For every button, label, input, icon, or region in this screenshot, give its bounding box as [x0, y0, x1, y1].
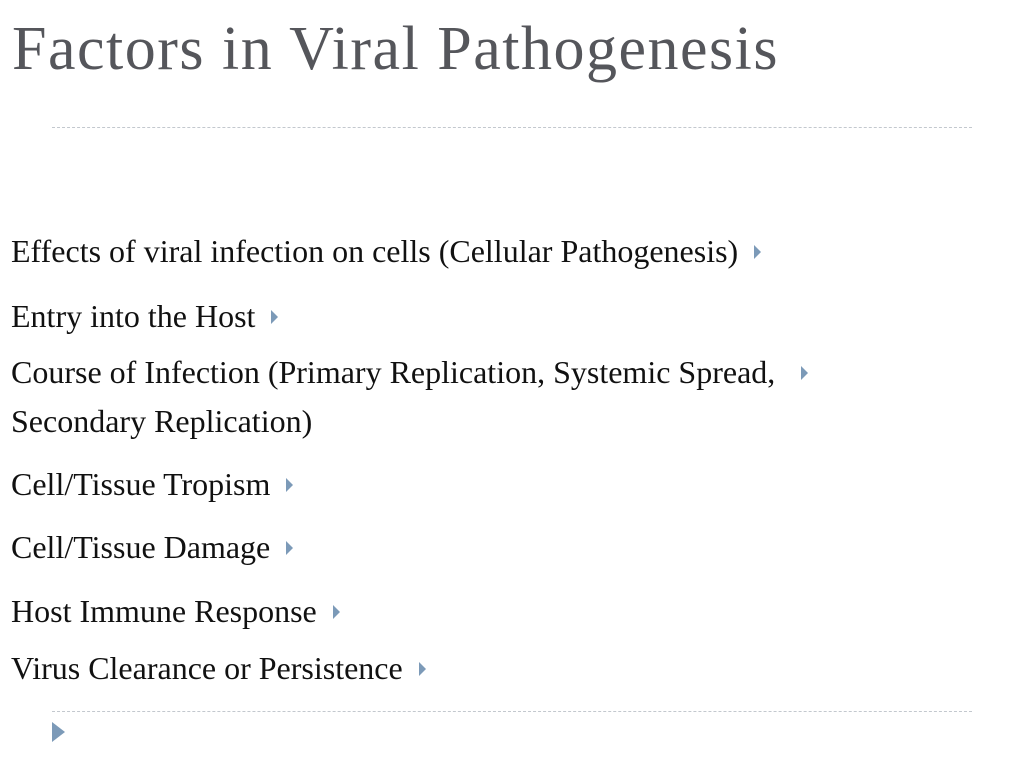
list-item-text: Course of Infection (Primary Replication, Systemic Spread,	[11, 354, 776, 390]
list-item-text: Cell/Tissue Tropism	[11, 466, 271, 502]
list-item-text: Entry into the Host	[11, 298, 256, 334]
slide-title: Factors in Viral Pathogenesis	[12, 15, 780, 83]
triangle-right-icon	[419, 662, 426, 676]
list-item-text: Effects of viral infection on cells (Cellular Pathogenesis)	[11, 233, 739, 269]
list-item	[11, 227, 761, 276]
triangle-right-icon	[286, 541, 293, 555]
triangle-right-icon	[271, 310, 278, 324]
list-item-text-continued: Secondary Replication)	[11, 403, 313, 439]
triangle-right-icon	[333, 605, 340, 619]
list-item	[11, 644, 426, 693]
triangle-right-icon	[286, 478, 293, 492]
list-item	[11, 523, 293, 572]
list-item	[11, 460, 293, 509]
title-divider	[52, 127, 972, 128]
list-item	[11, 587, 340, 636]
list-item-text: Virus Clearance or Persistence	[11, 650, 403, 686]
list-item	[11, 348, 808, 446]
footer-divider	[52, 711, 972, 712]
list-item	[11, 292, 278, 341]
triangle-right-icon	[754, 245, 761, 259]
list-item-text: Host Immune Response	[11, 593, 317, 629]
triangle-right-icon	[801, 366, 808, 380]
triangle-right-icon	[52, 722, 65, 742]
list-item-text: Cell/Tissue Damage	[11, 529, 271, 565]
